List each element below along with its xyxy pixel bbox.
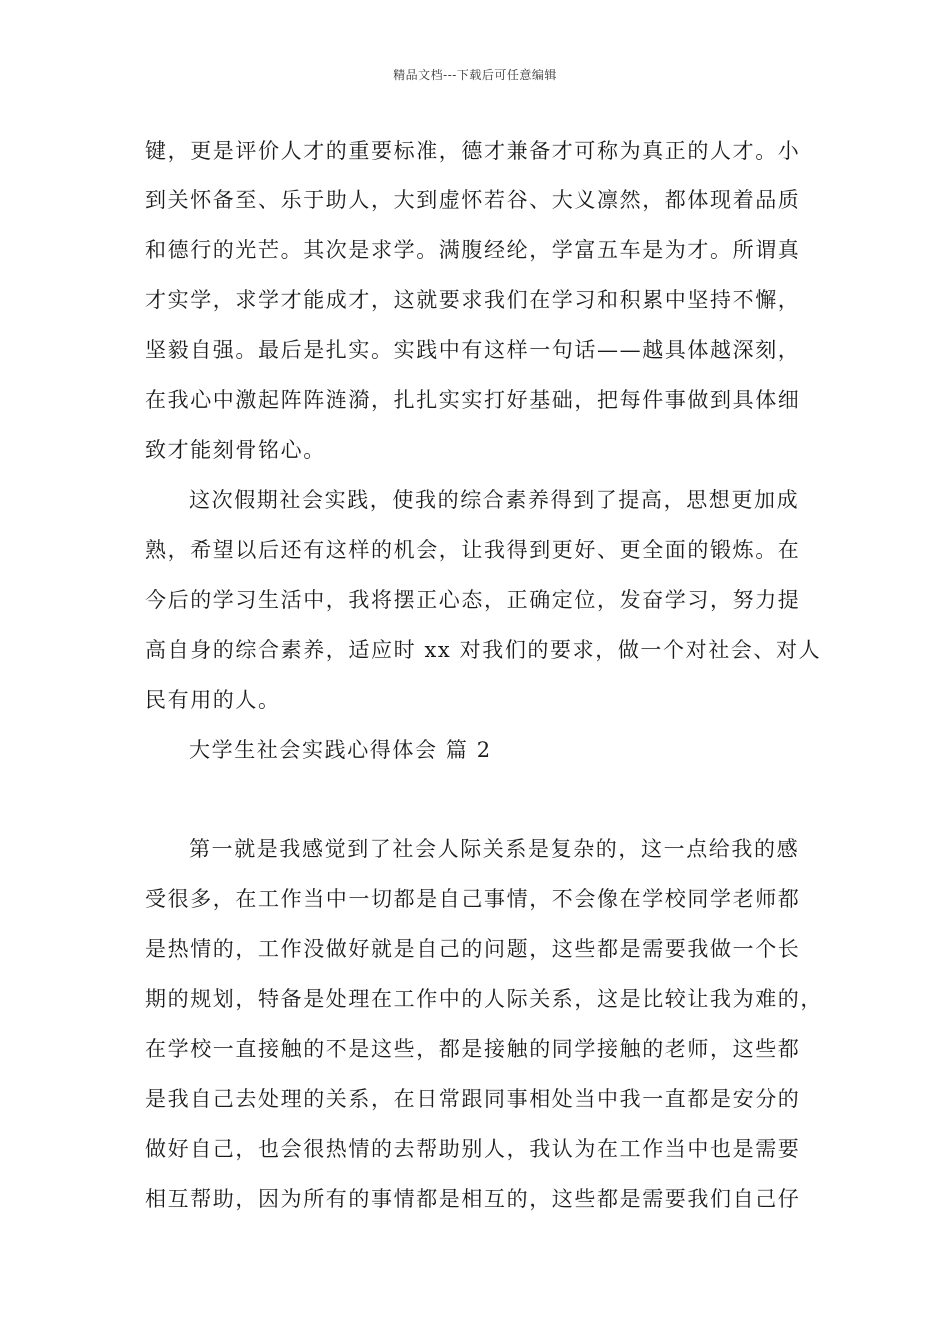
section-heading: 大学生社会实践心得体会 篇 2 (189, 738, 492, 762)
text-line: 今后的学习生活中，我将摆正心态，正确定位，发奋学习，努力提 (145, 588, 801, 612)
text-line: 坚毅自强。最后是扎实。实践中有这样一句话——越具体越深刻， (145, 338, 801, 362)
text-line: 这次假期社会实践，使我的综合素养得到了提高，思想更加成 (189, 488, 800, 512)
text-line: 做好自己，也会很热情的去帮助别人，我认为在工作当中也是需要 (145, 1137, 801, 1161)
text-line: 和德行的光芒。其次是求学。满腹经纶，学富五车是为才。所谓真 (145, 238, 801, 262)
text-line: 第一就是我感觉到了社会人际关系是复杂的，这一点给我的感 (189, 837, 800, 861)
text-line: 键，更是评价人才的重要标准，德才兼备才可称为真正的人才。小 (145, 139, 801, 163)
text-line: 在我心中激起阵阵涟漪，扎扎实实打好基础，把每件事做到具体细 (145, 388, 801, 412)
text-line: 在学校一直接触的不是这些，都是接触的同学接触的老师，这些都 (145, 1037, 801, 1061)
text-line: 熟，希望以后还有这样的机会，让我得到更好、更全面的锻炼。在 (145, 538, 801, 562)
text-line: 期的规划，特备是处理在工作中的人际关系，这是比较让我为难的， (145, 987, 823, 1011)
text-line: 高自身的综合素养，适应时 xx 对我们的要求，做一个对社会、对人 (145, 638, 822, 662)
text-line: 相互帮助，因为所有的事情都是相互的，这些都是需要我们自己仔 (145, 1187, 801, 1211)
text-line: 是我自己去处理的关系，在日常跟同事相处当中我一直都是安分的 (145, 1087, 801, 1111)
text-line: 才实学，求学才能成才，这就要求我们在学习和积累中坚持不懈， (145, 288, 801, 312)
text-line: 是热情的，工作没做好就是自己的问题，这些都是需要我做一个长 (145, 937, 801, 961)
text-line: 致才能刻骨铭心。 (145, 438, 326, 462)
page-header: 精品文档---下载后可任意编辑 (393, 68, 557, 82)
text-line: 民有用的人。 (145, 688, 281, 712)
text-line: 到关怀备至、乐于助人，大到虚怀若谷、大义凛然，都体现着品质 (145, 188, 801, 212)
text-line: 受很多，在工作当中一切都是自己事情，不会像在学校同学老师都 (145, 887, 801, 911)
